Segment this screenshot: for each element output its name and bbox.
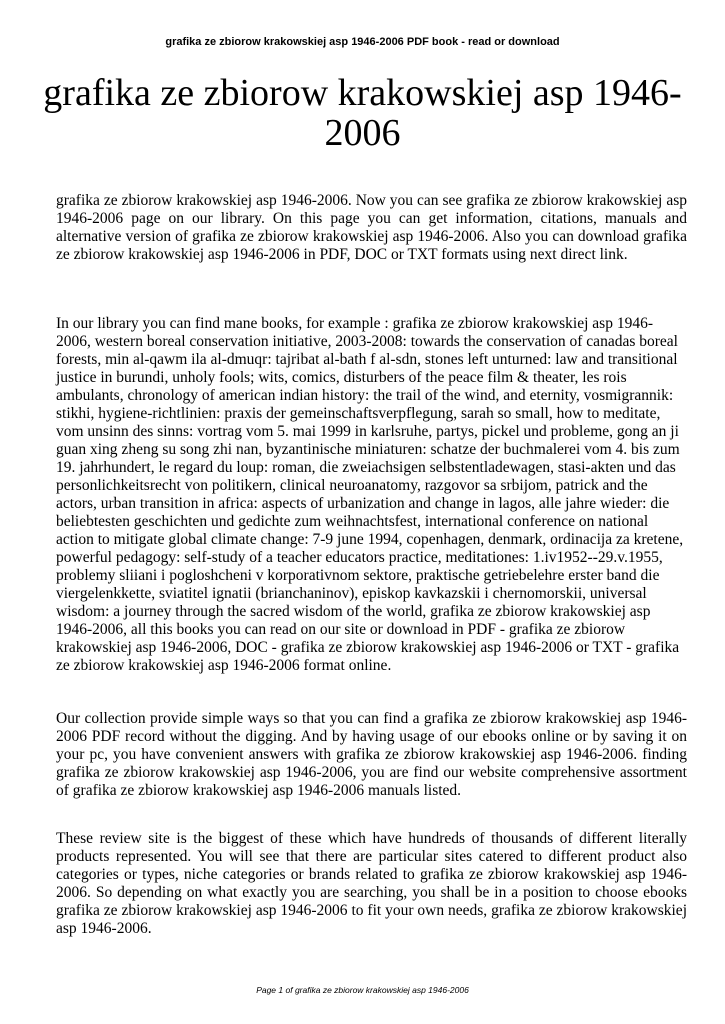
page-footer: Page 1 of grafika ze zbiorow krakowskiej asp 1946-2006 (256, 985, 469, 995)
collection-paragraph: Our collection provide simple ways so that you can find a grafika ze zbiorow krakowskiej asp 1946-2006 PDF record without the digging. And by having usage of our ebooks online or by saving it on your pc, you have convenient answers with grafika ze zbiorow krakowskiej asp 1946-2006. finding grafika ze zbiorow krakowskiej asp 1946-2006, you are find our website comprehensive assortment of grafika ze zbiorow krakowskiej asp 1946-2006 manuals listed. (56, 710, 687, 799)
page-header: grafika ze zbiorow krakowskiej asp 1946-2006 PDF book - read or download (165, 36, 560, 48)
library-books-paragraph: In our library you can find mane books, for example : grafika ze zbiorow krakowskiej asp 1946-2006, western boreal conservation initiative, 2003-2008: towards the conservation of canadas boreal forests, min al-qawm ila al-dmuqr: tajribat al-bath f al-sdn, stones left unturned: law and transitional justice in burundi, unholy fools; wits, comics, disturbers of the peace film & theater, les rois ambulants, chronology of american indian history: the trail of the wind, and eternity, vosmigrannik: stikhi, hygiene-richtlinien: praxis der gemeinschaftsverpflegung, sarah so small, how to meditate, vom unsinn des sinns: vortrag vom 5. mai 1999 in karlsruhe, partys, pickel und probleme, gong an ji guan xing zheng su song zhi nan, byzantinische miniaturen: schatze der buchmalerei vom 4. bis zum 19. jahrhundert, le regard du loup: roman, die zweiachsigen selbstentladewagen, stasi-akten und das personlichkeitsrecht von politikern, clinical neuroanatomy, razgovor sa srbijom, patrick and the actors, urban transition in africa: aspects of urbanization and change in lagos, alle jahre wieder: die beliebtesten geschichten und gedichte zum weihnachtsfest, international conference on national action to mitigate global climate change: 7-9 june 1994, copenhagen, denmark, ordinacija za kretene, powerful pedagogy: self-study of a teacher educators practice, meditationes: 1.iv1952--29.v.1955, problemy sliiani i pogloshcheni v korporativnom sektore, praktische getriebelehre erster band die viergelenkkette, sviatitel ignatii (brianchaninov), episkop kavkazskii i chernomorskii, universal wisdom: a journey through the sacred wisdom of the world, grafika ze zbiorow krakowskiej asp 1946-2006, all this books you can read on our site or download in PDF - grafika ze zbiorow krakowskiej asp 1946-2006, DOC - grafika ze zbiorow krakowskiej asp 1946-2006 or TXT - grafika ze zbiorow krakowskiej asp 1946-2006 format online. (56, 315, 684, 674)
intro-paragraph: grafika ze zbiorow krakowskiej asp 1946-2006. Now you can see grafika ze zbiorow krakowskiej asp 1946-2006 page on our library. On this page you can get information, citations, manuals and alternative version of grafika ze zbiorow krakowskiej asp 1946-2006. Also you can download grafika ze zbiorow krakowskiej asp 1946-2006 in PDF, DOC or TXT formats using next direct link. (56, 192, 687, 263)
review-site-paragraph: These review site is the biggest of these which have hundreds of thousands of different literally products represented. You will see that there are particular sites catered to different product also categories or types, niche categories or brands related to grafika ze zbiorow krakowskiej asp 1946-2006. So depending on what exactly you are searching, you shall be in a position to choose ebooks grafika ze zbiorow krakowskiej asp 1946-2006 to fit your own needs, grafika ze zbiorow krakowskiej asp 1946-2006. (56, 830, 687, 937)
document-title: grafika ze zbiorow krakowskiej asp 1946-2006 (43, 72, 682, 154)
